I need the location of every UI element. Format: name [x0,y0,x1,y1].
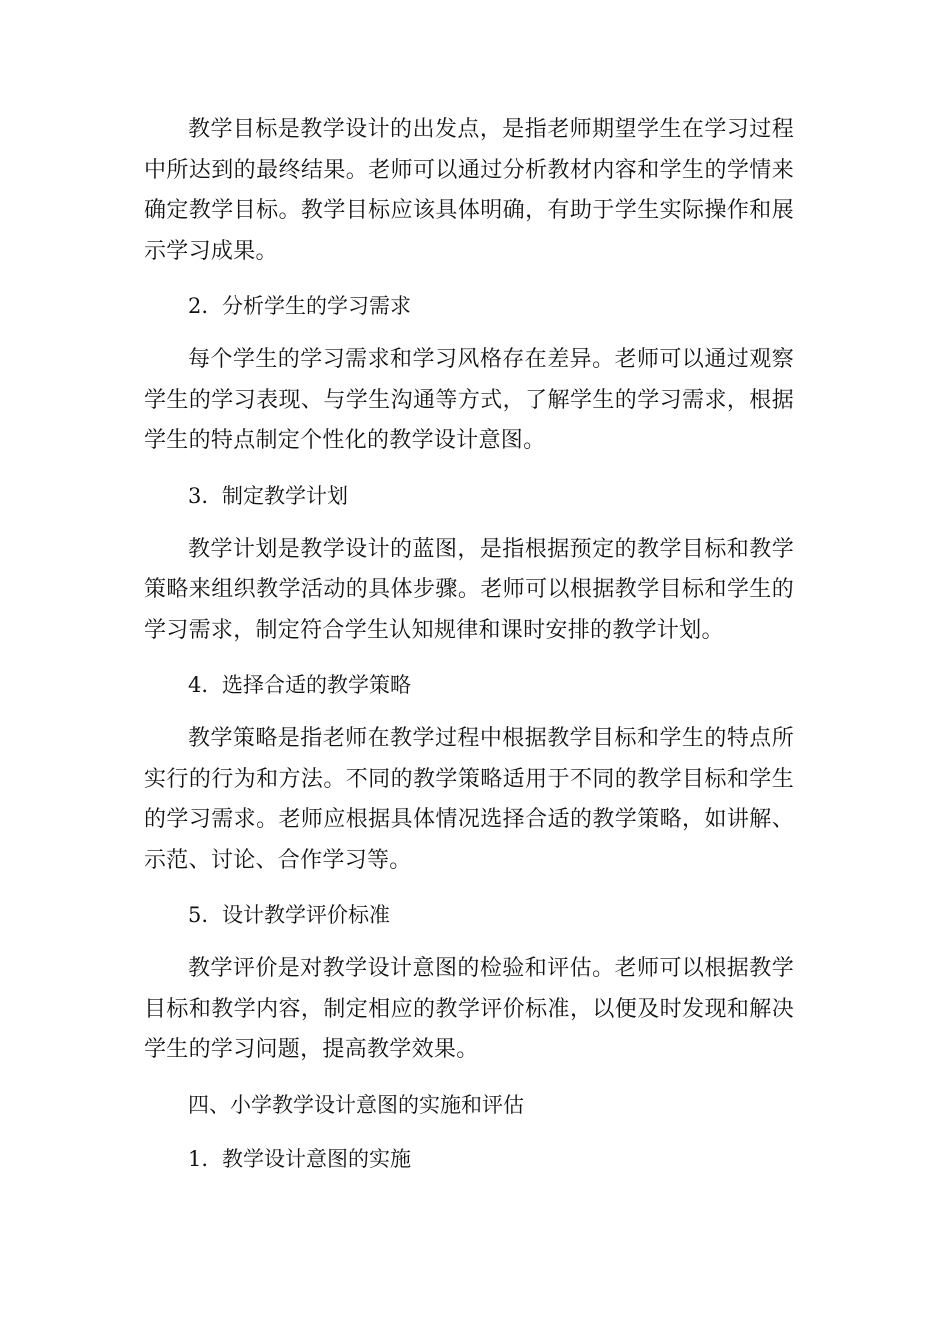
heading-evaluation-standard [144,895,794,935]
heading-text: 教学设计意图的实施 [222,1146,411,1171]
heading-number: 4. [188,673,209,697]
heading-number: 2. [188,294,209,318]
heading-text: 选择合适的教学策略 [222,673,411,697]
paragraph-needs: 每个学生的学习需求和学习风格存在差异。老师可以通过观察学生的学习表现、与学生沟通等方式，了解学生的学习需求，根据学生的特点制定个性化的教学设计意图。 [144,347,794,453]
paragraph-plan: 教学计划是教学设计的蓝图，是指根据预定的教学目标和教学策略来组织教学活动的具体步骤。老师可以根据教学目标和学生的学习需求，制定符合学生认知规律和课时安排的教学计划。 [144,536,794,643]
heading-implementation [144,1139,794,1179]
heading-number: 5. [188,903,209,927]
heading-text: 四、小学教学设计意图的实施和评估 [188,1092,524,1117]
heading-text: 制定教学计划 [222,483,348,508]
paragraph-evaluation: 教学评价是对教学设计意图的检验和评估。老师可以根据教学目标和教学内容，制定相应的教学评价标准，以便及时发现和解决学生的学习问题，提高教学效果。 [144,956,794,1062]
paragraph-strategy: 教学策略是指老师在教学过程中根据教学目标和学生的特点所实行的行为和方法。不同的教学策略适用于不同的教学目标和学生的学习需求。老师应根据具体情况选择合适的教学策略，如讲解、示范、讨论、合作学习等。 [144,726,794,873]
heading-strategy [144,665,794,705]
heading-analyze-needs [144,286,794,326]
paragraph-objectives: 教学目标是教学设计的出发点，是指老师期望学生在学习过程中所达到的最终结果。老师可以通过分析教材内容和学生的学情来确定教学目标。教学目标应该具体明确，有助于学生实际操作和展示学习成果。 [144,117,794,264]
heading-number: 1. [188,1146,209,1171]
heading-text: 分析学生的学习需求 [222,294,411,318]
section-heading-four [144,1085,794,1125]
heading-text: 设计教学评价标准 [222,903,390,927]
document-page [144,110,794,1179]
heading-teaching-plan [144,476,794,516]
heading-number: 3. [188,483,209,508]
